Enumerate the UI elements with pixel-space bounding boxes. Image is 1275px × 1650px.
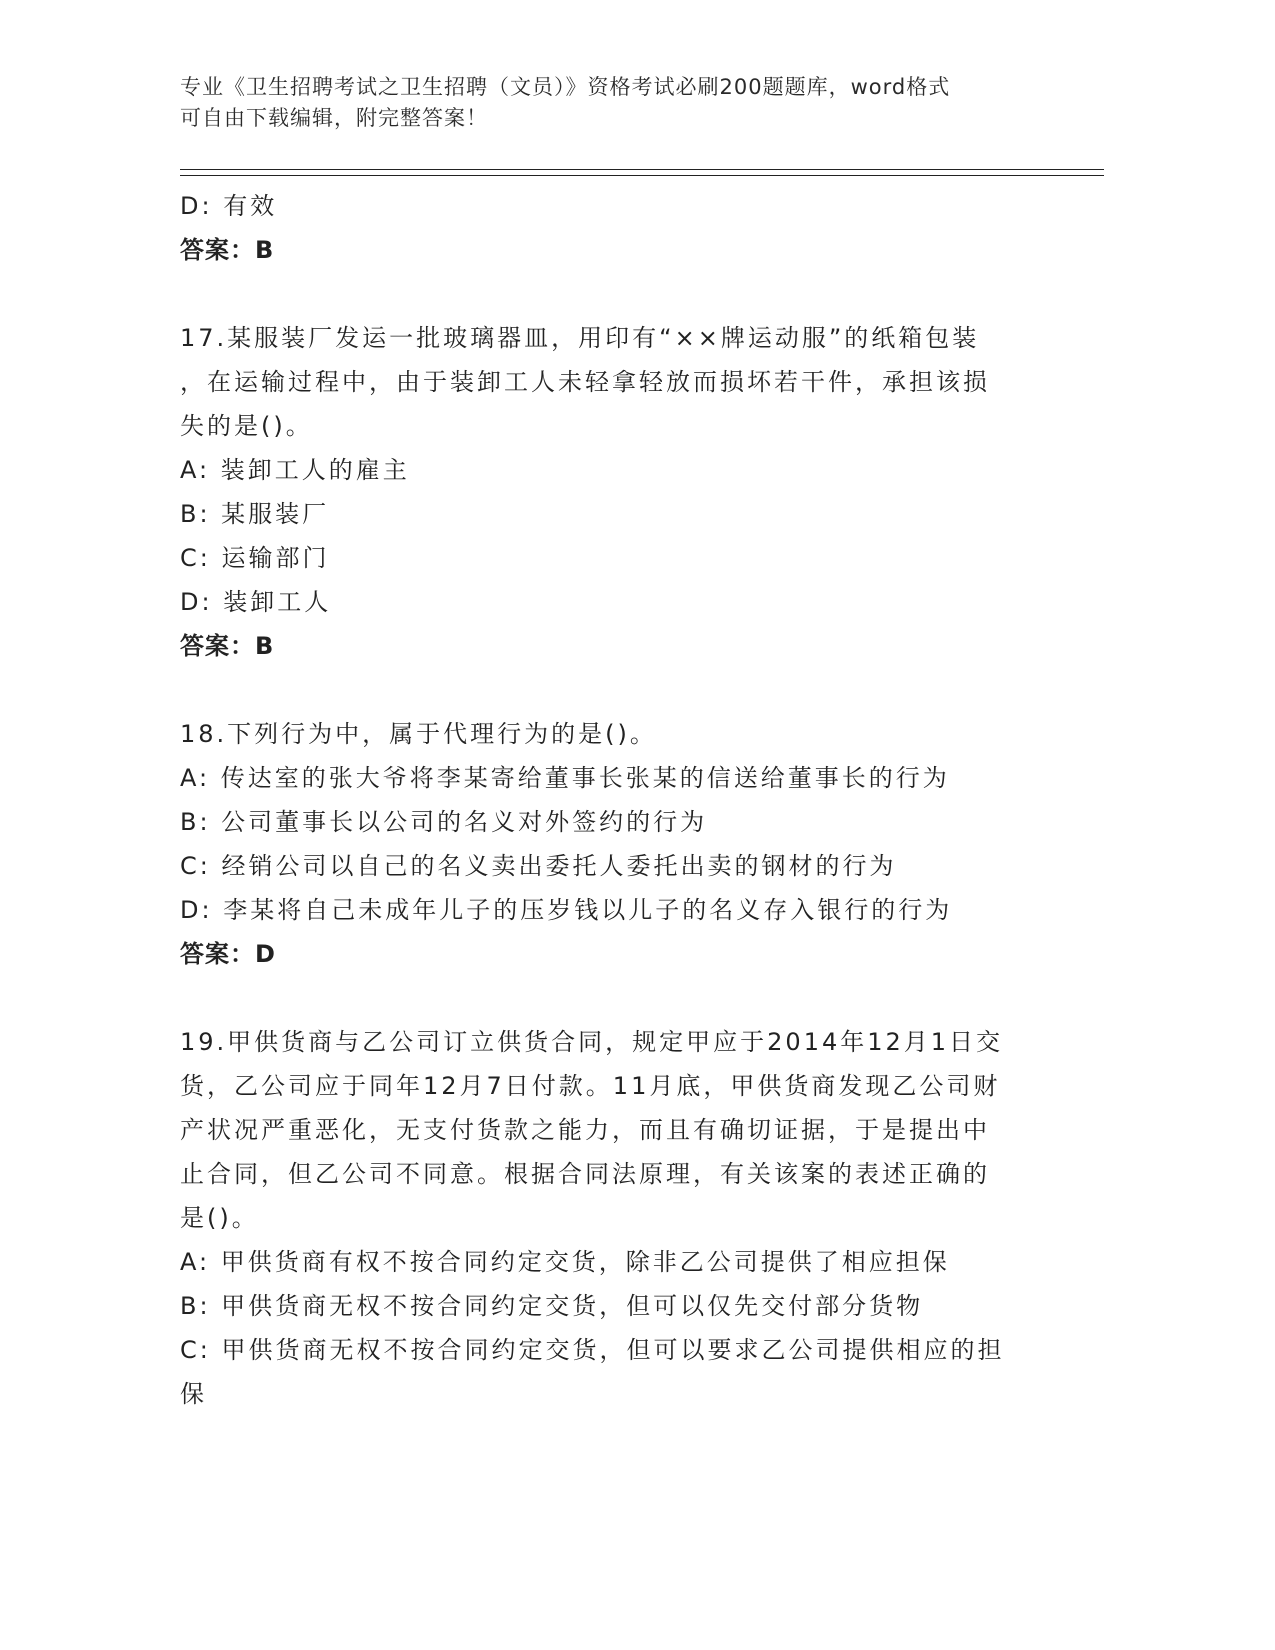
spacer [180, 976, 1040, 1020]
answer-line: 答案：B [180, 632, 275, 660]
header-divider-top [180, 169, 1104, 170]
question-stem-line: 是()。 [180, 1204, 259, 1232]
option-d: D: 李某将自己未成年儿子的压岁钱以儿子的名义存入银行的行为 [180, 896, 953, 924]
question-17 [180, 316, 1040, 668]
spacer [180, 272, 1040, 316]
option-c: C: 甲供货商无权不按合同约定交货，但可以要求乙公司提供相应的担 [180, 1336, 1005, 1364]
header-title-line-2: 可自由下载编辑，附完整答案！ [180, 106, 488, 130]
question-stem-line: 18.下列行为中，属于代理行为的是()。 [180, 720, 657, 748]
question-19 [180, 1020, 1040, 1416]
option-c: C: 经销公司以自己的名义卖出委托人委托出卖的钢材的行为 [180, 852, 897, 880]
question-18 [180, 712, 1040, 976]
question-stem-line: 17.某服装厂发运一批玻璃器皿，用印有“××牌运动服”的纸箱包装 [180, 324, 980, 352]
question-16-tail [180, 184, 1040, 272]
spacer [180, 668, 1040, 712]
option-c-continuation: 保 [180, 1380, 207, 1408]
option-c: C: 运输部门 [180, 544, 330, 572]
header-divider-bottom [180, 175, 1104, 176]
option-a: A: 传达室的张大爷将李某寄给董事长张某的信送给董事长的行为 [180, 764, 950, 792]
option-a: A: 装卸工人的雇主 [180, 456, 410, 484]
option-b: B: 公司董事长以公司的名义对外签约的行为 [180, 808, 708, 836]
page-header [180, 72, 1040, 134]
question-stem-line: 失的是()。 [180, 412, 313, 440]
question-stem-line: 止合同，但乙公司不同意。根据合同法原理，有关该案的表述正确的 [180, 1160, 990, 1188]
option-b: B: 某服装厂 [180, 500, 330, 528]
answer-line: 答案：B [180, 236, 275, 264]
question-stem-line: ，在运输过程中，由于装卸工人未轻拿轻放而损坏若干件，承担该损 [180, 368, 990, 396]
question-stem-line: 货，乙公司应于同年12月7日付款。11月底，甲供货商发现乙公司财 [180, 1072, 1001, 1100]
answer-line: 答案：D [180, 940, 276, 968]
header-title-line-1: 专业《卫生招聘考试之卫生招聘（文员）》资格考试必刷200题题库，word格式 [180, 75, 951, 99]
option-a: A: 甲供货商有权不按合同约定交货，除非乙公司提供了相应担保 [180, 1248, 950, 1276]
question-content [180, 184, 1040, 1416]
question-stem-line: 19.甲供货商与乙公司订立供货合同，规定甲应于2014年12月1日交 [180, 1028, 1004, 1056]
question-stem-line: 产状况严重恶化，无支付货款之能力，而且有确切证据，于是提出中 [180, 1116, 990, 1144]
option-b: B: 甲供货商无权不按合同约定交货，但可以仅先交付部分货物 [180, 1292, 924, 1320]
option-d: D: 装卸工人 [180, 588, 332, 616]
option-d: D: 有效 [180, 192, 278, 220]
